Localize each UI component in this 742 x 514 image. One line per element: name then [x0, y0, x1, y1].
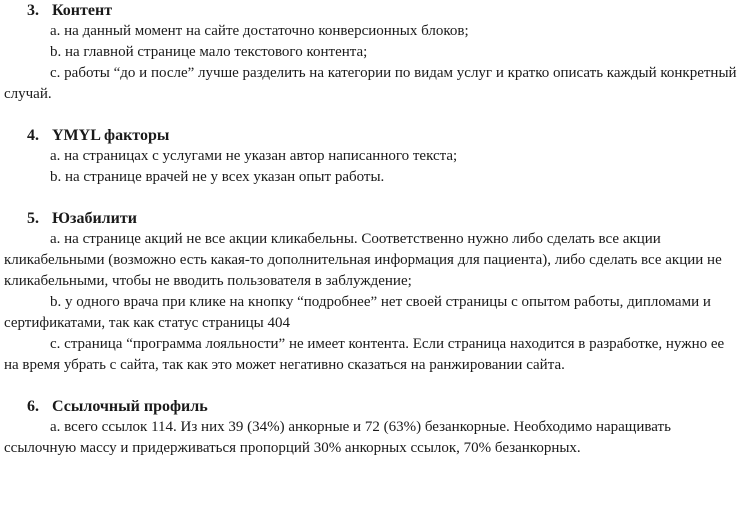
section-heading — [4, 0, 738, 21]
section-usability — [4, 208, 738, 376]
section-title: Ссылочный профиль — [52, 398, 208, 415]
list-item: a. всего ссылок 114. Из них 39 (34%) анкорные и 72 (63%) безанкорные. Необходимо наращивать ссылочную массу и придерживаться пропорций 30% анкорных ссылок, 70% безанкорных. — [4, 419, 671, 456]
section-heading — [4, 208, 738, 229]
section-title: Юзабилити — [52, 210, 137, 227]
section-title: Контент — [52, 2, 113, 19]
section-number: 5. — [27, 210, 39, 227]
section-number: 4. — [27, 127, 39, 144]
list-item: b. на странице врачей не у всех указан опыт работы. — [50, 169, 385, 185]
list-item: a. на странице акций не все акции кликабельны. Соответственно нужно либо сделать все акции кликабельными (возможно есть какая-то дополнительная информация для пациента), либо сделать все акции не кликабельными, чтобы не вводить пользователя в заблуждение; — [4, 231, 722, 289]
list-item: b. у одного врача при клике на кнопку “подробнее” нет своей страницы с опытом работы, дипломами и сертификатами, так как статус страницы 404 — [4, 294, 711, 331]
list-item: c. работы “до и после” лучше разделить на категории по видам услуг и кратко описать каждый конкретный случай. — [4, 65, 737, 102]
section-content — [4, 0, 738, 105]
section-number: 3. — [27, 2, 39, 19]
section-number: 6. — [27, 398, 39, 415]
section-link-profile — [4, 396, 738, 459]
section-ymyl-factors — [4, 125, 738, 188]
list-item: a. на данный момент на сайте достаточно конверсионных блоков; — [50, 23, 469, 39]
list-item: c. страница “программа лояльности” не имеет контента. Если страница находится в разработке, нужно ее на время убрать с сайта, так как это может негативно сказаться на ранжировании сайта. — [4, 336, 725, 373]
section-heading — [4, 396, 738, 417]
list-item: a. на страницах с услугами не указан автор написанного текста; — [50, 148, 458, 164]
section-title: YMYL факторы — [52, 127, 170, 144]
document-body — [4, 0, 738, 459]
list-item: b. на главной странице мало текстового контента; — [50, 44, 368, 60]
section-heading — [4, 125, 738, 146]
